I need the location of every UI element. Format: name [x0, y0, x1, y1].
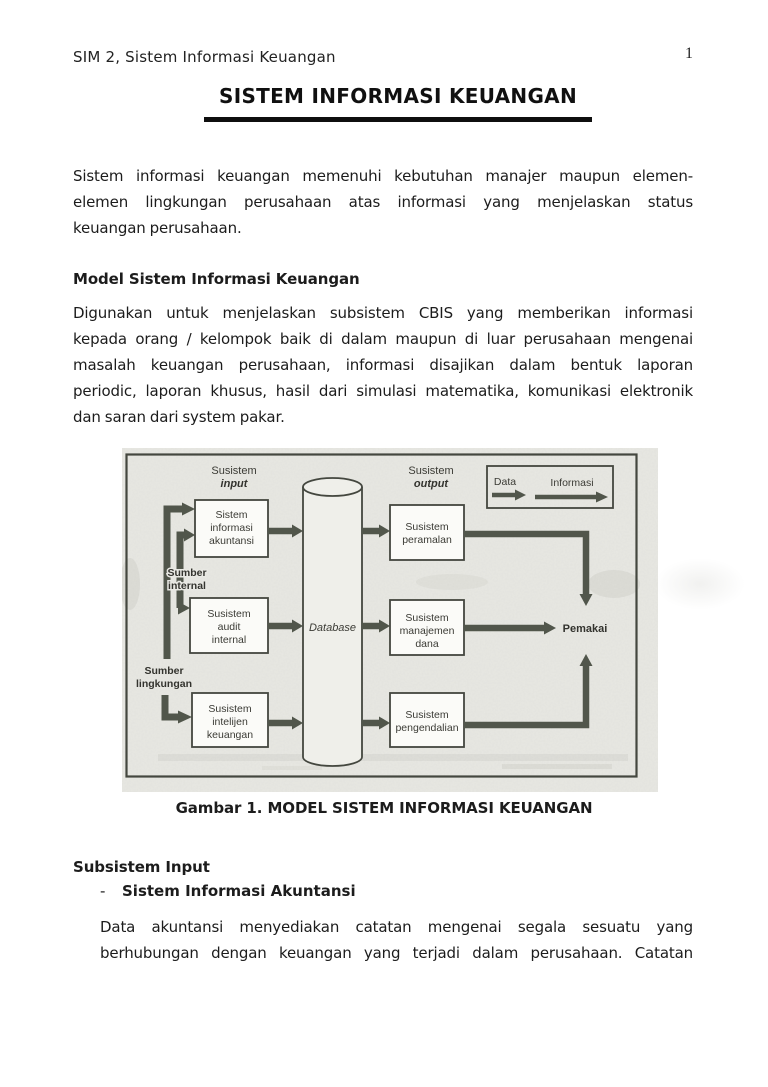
svg-text:intelijen: intelijen — [212, 716, 248, 728]
svg-text:Susistem: Susistem — [208, 703, 252, 715]
svg-text:pengendalian: pengendalian — [395, 722, 459, 734]
svg-text:keuangan: keuangan — [206, 729, 254, 741]
svg-text:akuntansi: akuntansi — [209, 535, 254, 547]
input-box-audit-internal — [190, 598, 268, 653]
section-heading-subsistem-input: Subsistem Input — [73, 858, 210, 876]
paragraph-line: keuangan perusahaan. — [73, 219, 242, 237]
svg-text:internal: internal — [211, 634, 247, 646]
sia-paragraph — [100, 914, 693, 966]
output-box-manajemen-dana — [390, 600, 464, 655]
output-group-label: Susistem — [408, 465, 454, 477]
paragraph-line: dan saran dari system pakar. — [73, 408, 285, 426]
svg-text:Susistem: Susistem — [405, 709, 449, 721]
paragraph-line: berhubungan dengan keuangan yang terjadi dalam perusahaan. Catatan — [100, 944, 693, 962]
svg-text:Susistem: Susistem — [207, 608, 251, 620]
paragraph-line: kepada orang / kelompok baik di dalam maupun di luar perusahaan mengenai — [73, 330, 693, 348]
svg-text:manajemen: manajemen — [399, 625, 455, 637]
intro-paragraph — [73, 163, 693, 241]
paragraph-line: Data akuntansi menyediakan catatan mengenai segala sesuatu yang — [100, 918, 693, 936]
scan-bleed — [655, 558, 745, 610]
svg-text:Susistem: Susistem — [405, 612, 449, 624]
input-box-sistem-informasi-akuntansi — [195, 500, 268, 557]
title-underline — [204, 117, 592, 122]
input-group-label: Susistem — [211, 465, 257, 477]
output-group-label-2: output — [413, 478, 449, 490]
paragraph-line: Digunakan untuk menjelaskan subsistem CBIS yang memberikan informasi — [73, 304, 693, 322]
legend-informasi-label: Informasi — [550, 477, 594, 489]
paragraph-line: masalah keuangan perusahaan, informasi disajikan dalam bentuk laporan — [73, 356, 693, 374]
svg-text:Sistem: Sistem — [215, 509, 248, 521]
source-internal-label: Sumber — [167, 567, 207, 579]
output-box-pengendalian — [390, 693, 464, 747]
input-group-label-2: input — [220, 478, 248, 490]
svg-text:Susistem: Susistem — [405, 521, 449, 533]
svg-text:audit: audit — [217, 621, 241, 633]
svg-text:peramalan: peramalan — [402, 534, 452, 546]
figure-model-diagram — [122, 448, 658, 792]
list-item-sia — [100, 882, 356, 900]
legend-data-label: Data — [493, 476, 517, 488]
bullet-dash: - — [100, 882, 106, 900]
paragraph-line: periodic, laporan khusus, hasil dari simulasi matematika, komunikasi elektronik — [73, 382, 693, 400]
figure-caption: Gambar 1. MODEL SISTEM INFORMASI KEUANGAN — [175, 799, 593, 817]
section-heading-model: Model Sistem Informasi Keuangan — [73, 270, 360, 288]
page-header: SIM 2, Sistem Informasi Keuangan — [73, 48, 336, 66]
input-box-intelijen-keuangan — [192, 693, 268, 747]
database-label: Database — [308, 622, 357, 634]
page-number: 1 — [685, 45, 693, 62]
svg-text:dana: dana — [415, 638, 439, 650]
paragraph-line: Sistem informasi keuangan memenuhi kebutuhan manajer maupun elemen- — [73, 167, 693, 185]
source-internal-label-2: internal — [168, 580, 206, 592]
list-item-heading: Sistem Informasi Akuntansi — [122, 882, 356, 900]
database-cylinder — [303, 478, 362, 766]
user-label: Pemakai — [562, 623, 608, 635]
svg-text:informasi: informasi — [210, 522, 253, 534]
document-title: SISTEM INFORMASI KEUANGAN — [219, 84, 577, 108]
model-paragraph — [73, 300, 693, 430]
output-box-peramalan — [390, 505, 464, 560]
source-environment-label-2: lingkungan — [136, 678, 192, 690]
source-environment-label: Sumber — [144, 665, 184, 677]
paragraph-line: elemen lingkungan perusahaan atas informasi yang menjelaskan status — [73, 193, 693, 211]
